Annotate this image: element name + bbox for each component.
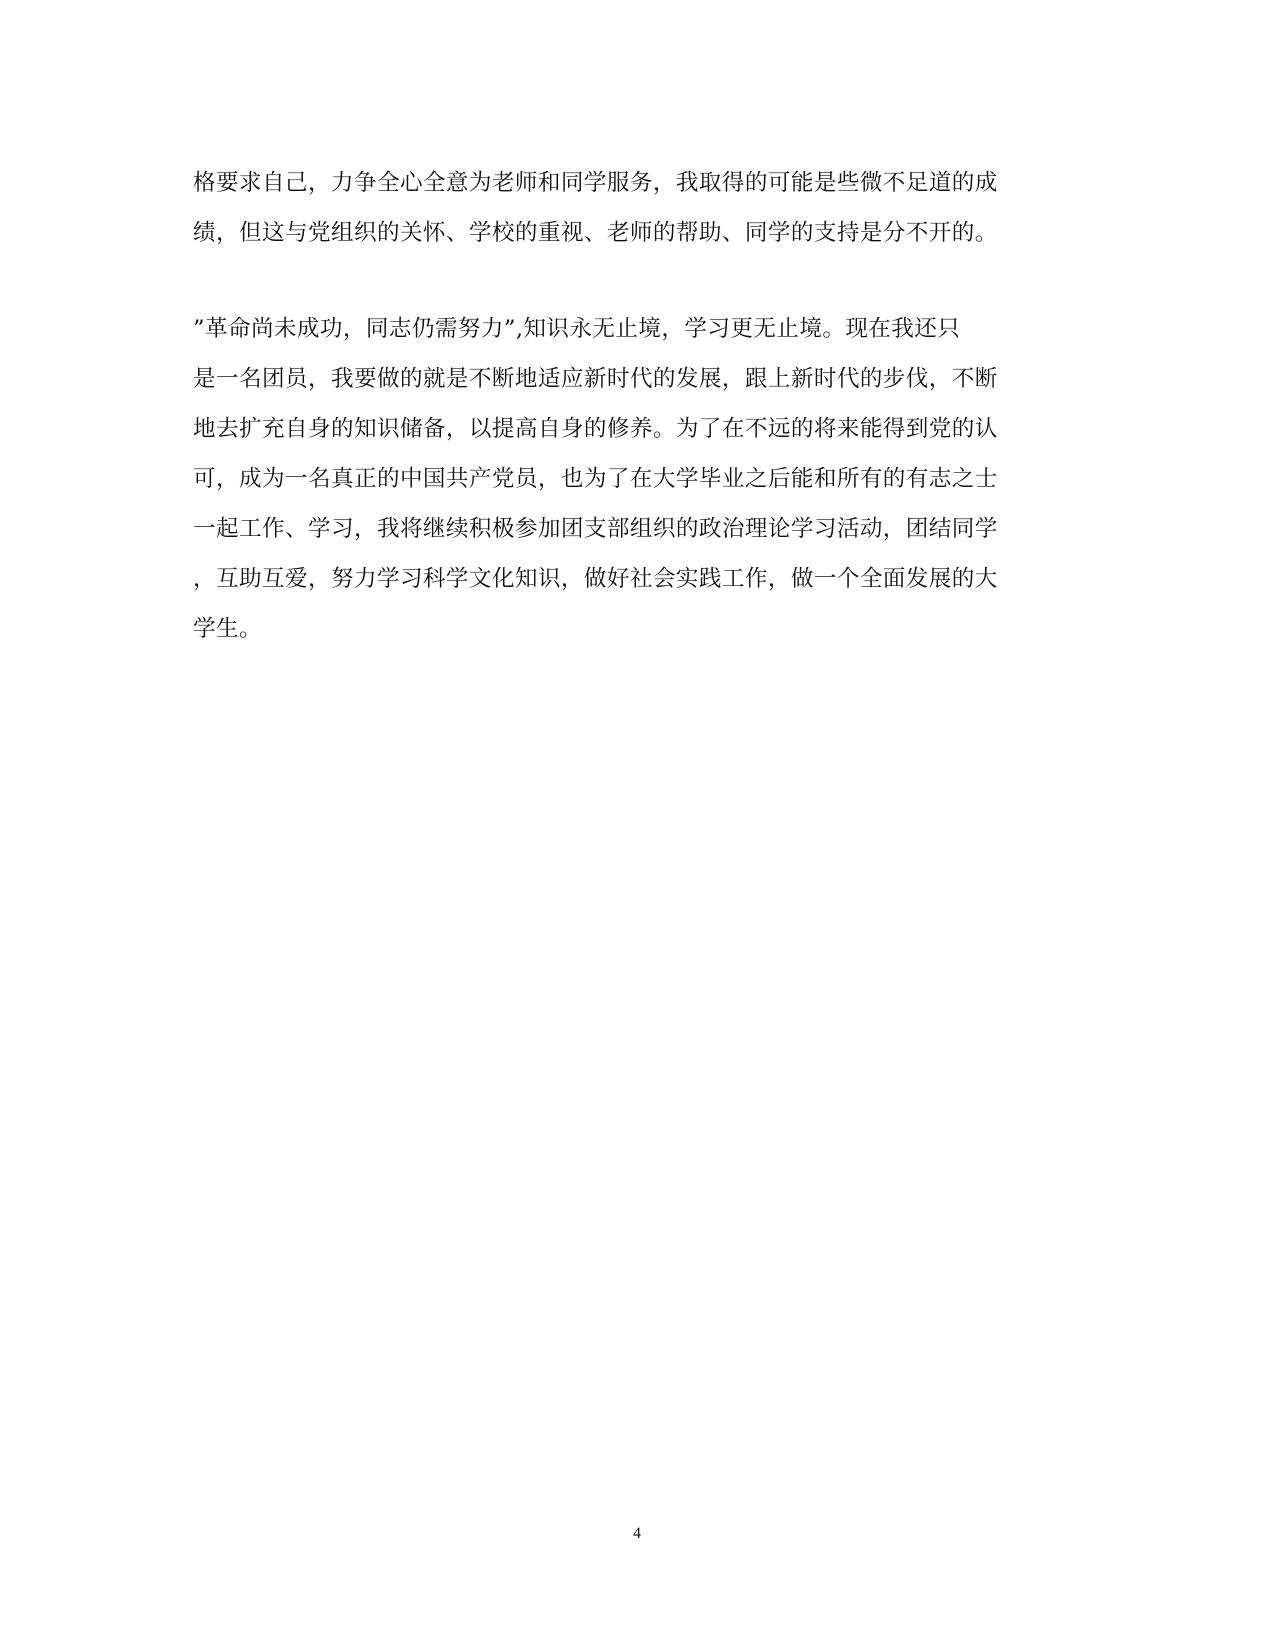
text-line: 地去扩充自身的知识储备，以提高自身的修养。为了在不远的将来能得到党的认: [193, 416, 998, 442]
text-line: 格要求自己，力争全心全意为老师和同学服务，我取得的可能是些微不足道的成: [193, 170, 998, 196]
page-number: 4: [633, 1525, 641, 1542]
text-line: 可，成为一名真正的中国共产党员，也为了在大学毕业之后能和所有的有志之士: [193, 466, 998, 492]
paragraph-spacing: [193, 258, 1073, 304]
document-body: [193, 158, 1073, 654]
paragraph-1: [193, 158, 1073, 258]
paragraph-2: [193, 304, 1073, 654]
text-line: ，互助互爱，努力学习科学文化知识，做好社会实践工作，做一个全面发展的大: [193, 566, 998, 592]
text-line: ”革命尚未成功，同志仍需努力”,知识永无止境，学习更无止境。现在我还只: [193, 316, 961, 342]
text-line: 绩，但这与党组织的关怀、学校的重视、老师的帮助、同学的支持是分不开的。: [193, 220, 998, 246]
text-line: 一起工作、学习，我将继续积极参加团支部组织的政治理论学习活动，团结同学: [193, 516, 998, 542]
text-line: 是一名团员，我要做的就是不断地适应新时代的发展，跟上新时代的步伐，不断: [193, 366, 998, 392]
text-line: 学生。: [193, 616, 262, 642]
